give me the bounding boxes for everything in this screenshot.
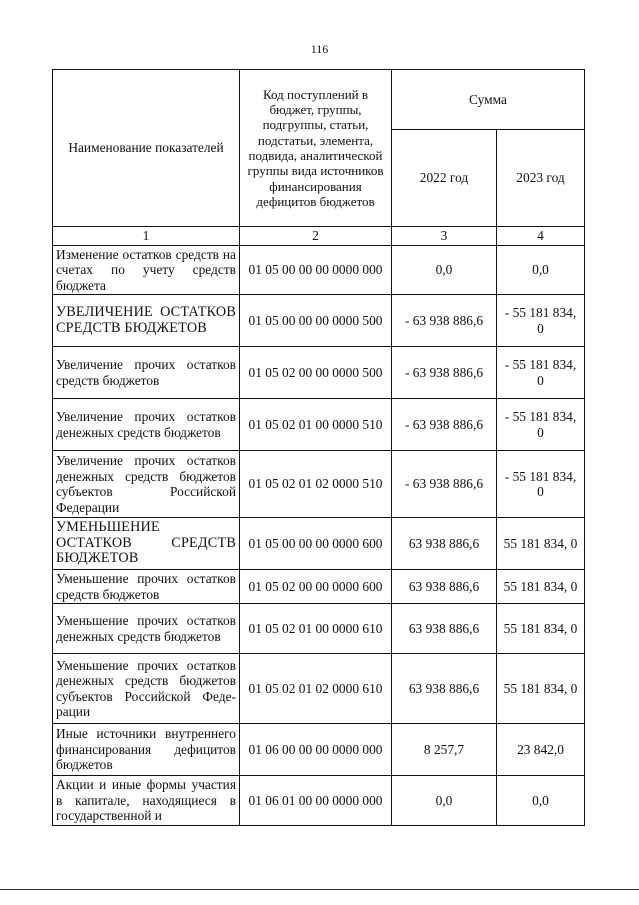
row-code: 01 05 02 00 00 0000 600	[240, 570, 392, 604]
row-name: Иные источники внутреннего финансирования дефицитов бюджетов	[53, 724, 240, 776]
row-name: Уменьшение прочих остатков средств бюджетов	[53, 570, 240, 604]
table-row	[53, 295, 585, 347]
row-value-2023: 55 181 834, 0	[497, 654, 585, 724]
row-value-2022: 63 938 886,6	[392, 570, 497, 604]
row-value-2022: - 63 938 886,6	[392, 347, 497, 399]
row-code: 01 05 02 01 02 0000 510	[240, 451, 392, 518]
row-value-2023: - 55 181 834, 0	[497, 451, 585, 518]
budget-sources-table	[52, 69, 585, 826]
row-value-2023: - 55 181 834, 0	[497, 347, 585, 399]
row-code: 01 05 02 00 00 0000 500	[240, 347, 392, 399]
row-name: Увеличение прочих остатков денежных средств бюджетов	[53, 399, 240, 451]
table-row	[53, 518, 585, 570]
row-code: 01 06 00 00 00 0000 000	[240, 724, 392, 776]
table-row	[53, 245, 585, 295]
row-value-2023: - 55 181 834, 0	[497, 295, 585, 347]
row-name: Акции и иные формы участия в капитале, находящиеся в государственной и	[53, 776, 240, 826]
table-row	[53, 399, 585, 451]
row-name: Увеличение прочих остатков средств бюджетов	[53, 347, 240, 399]
header-sum: Сумма	[392, 70, 585, 130]
row-code: 01 05 02 01 00 0000 510	[240, 399, 392, 451]
row-value-2022: 63 938 886,6	[392, 654, 497, 724]
page-number: 116	[310, 42, 329, 56]
column-number-2: 2	[240, 227, 392, 246]
row-value-2022: 0,0	[392, 245, 497, 295]
row-name: УВЕЛИЧЕНИЕ ОСТАТКОВ СРЕДСТВ БЮДЖЕТОВ	[53, 295, 240, 347]
row-value-2022: - 63 938 886,6	[392, 451, 497, 518]
header-code: Код поступлений в бюджет, группы, подгруппы, статьи, подстатьи, элемента, подвида, аналитической группы вида источников финансирования дефицитов бюджетов	[240, 70, 392, 227]
row-value-2023: - 55 181 834, 0	[497, 399, 585, 451]
table-row	[53, 570, 585, 604]
header-year-2022: 2022 год	[392, 130, 497, 227]
row-code: 01 06 01 00 00 0000 000	[240, 776, 392, 826]
column-number-4: 4	[497, 227, 585, 246]
row-name: Уменьшение прочих остатков денежных средств бюджетов	[53, 604, 240, 654]
row-value-2023: 55 181 834, 0	[497, 570, 585, 604]
row-code: 01 05 00 00 00 0000 000	[240, 245, 392, 295]
column-number-1: 1	[53, 227, 240, 246]
row-value-2022: - 63 938 886,6	[392, 295, 497, 347]
table-row	[53, 724, 585, 776]
row-value-2023: 55 181 834, 0	[497, 518, 585, 570]
row-name: Увеличение прочих остатков денежных средств бюджетов субъектов Российской Федерации	[53, 451, 240, 518]
row-value-2022: 63 938 886,6	[392, 518, 497, 570]
row-value-2023: 0,0	[497, 776, 585, 826]
row-value-2023: 55 181 834, 0	[497, 604, 585, 654]
row-code: 01 05 02 01 02 0000 610	[240, 654, 392, 724]
table-row	[53, 604, 585, 654]
table-row	[53, 776, 585, 826]
row-code: 01 05 02 01 00 0000 610	[240, 604, 392, 654]
row-value-2023: 0,0	[497, 245, 585, 295]
row-value-2022: 63 938 886,6	[392, 604, 497, 654]
row-name: Уменьшение прочих остатков денежных средств бюджетов субъектов Российской Феде-рации	[53, 654, 240, 724]
row-code: 01 05 00 00 00 0000 500	[240, 295, 392, 347]
row-value-2022: 8 257,7	[392, 724, 497, 776]
header-name: Наименование показателей	[53, 70, 240, 227]
table-row	[53, 347, 585, 399]
table-row	[53, 451, 585, 518]
row-code: 01 05 00 00 00 0000 600	[240, 518, 392, 570]
table-row	[53, 654, 585, 724]
row-name: Изменение остатков средств на счетах по учету средств бюджета	[53, 245, 240, 295]
row-name: УМЕНЬШЕНИЕ ОСТАТКОВ СРЕДСТВ БЮДЖЕТОВ	[53, 518, 240, 570]
row-value-2023: 23 842,0	[497, 724, 585, 776]
column-number-3: 3	[392, 227, 497, 246]
header-year-2023: 2023 год	[497, 130, 585, 227]
page-bottom-rule	[0, 889, 639, 890]
row-value-2022: - 63 938 886,6	[392, 399, 497, 451]
row-value-2022: 0,0	[392, 776, 497, 826]
